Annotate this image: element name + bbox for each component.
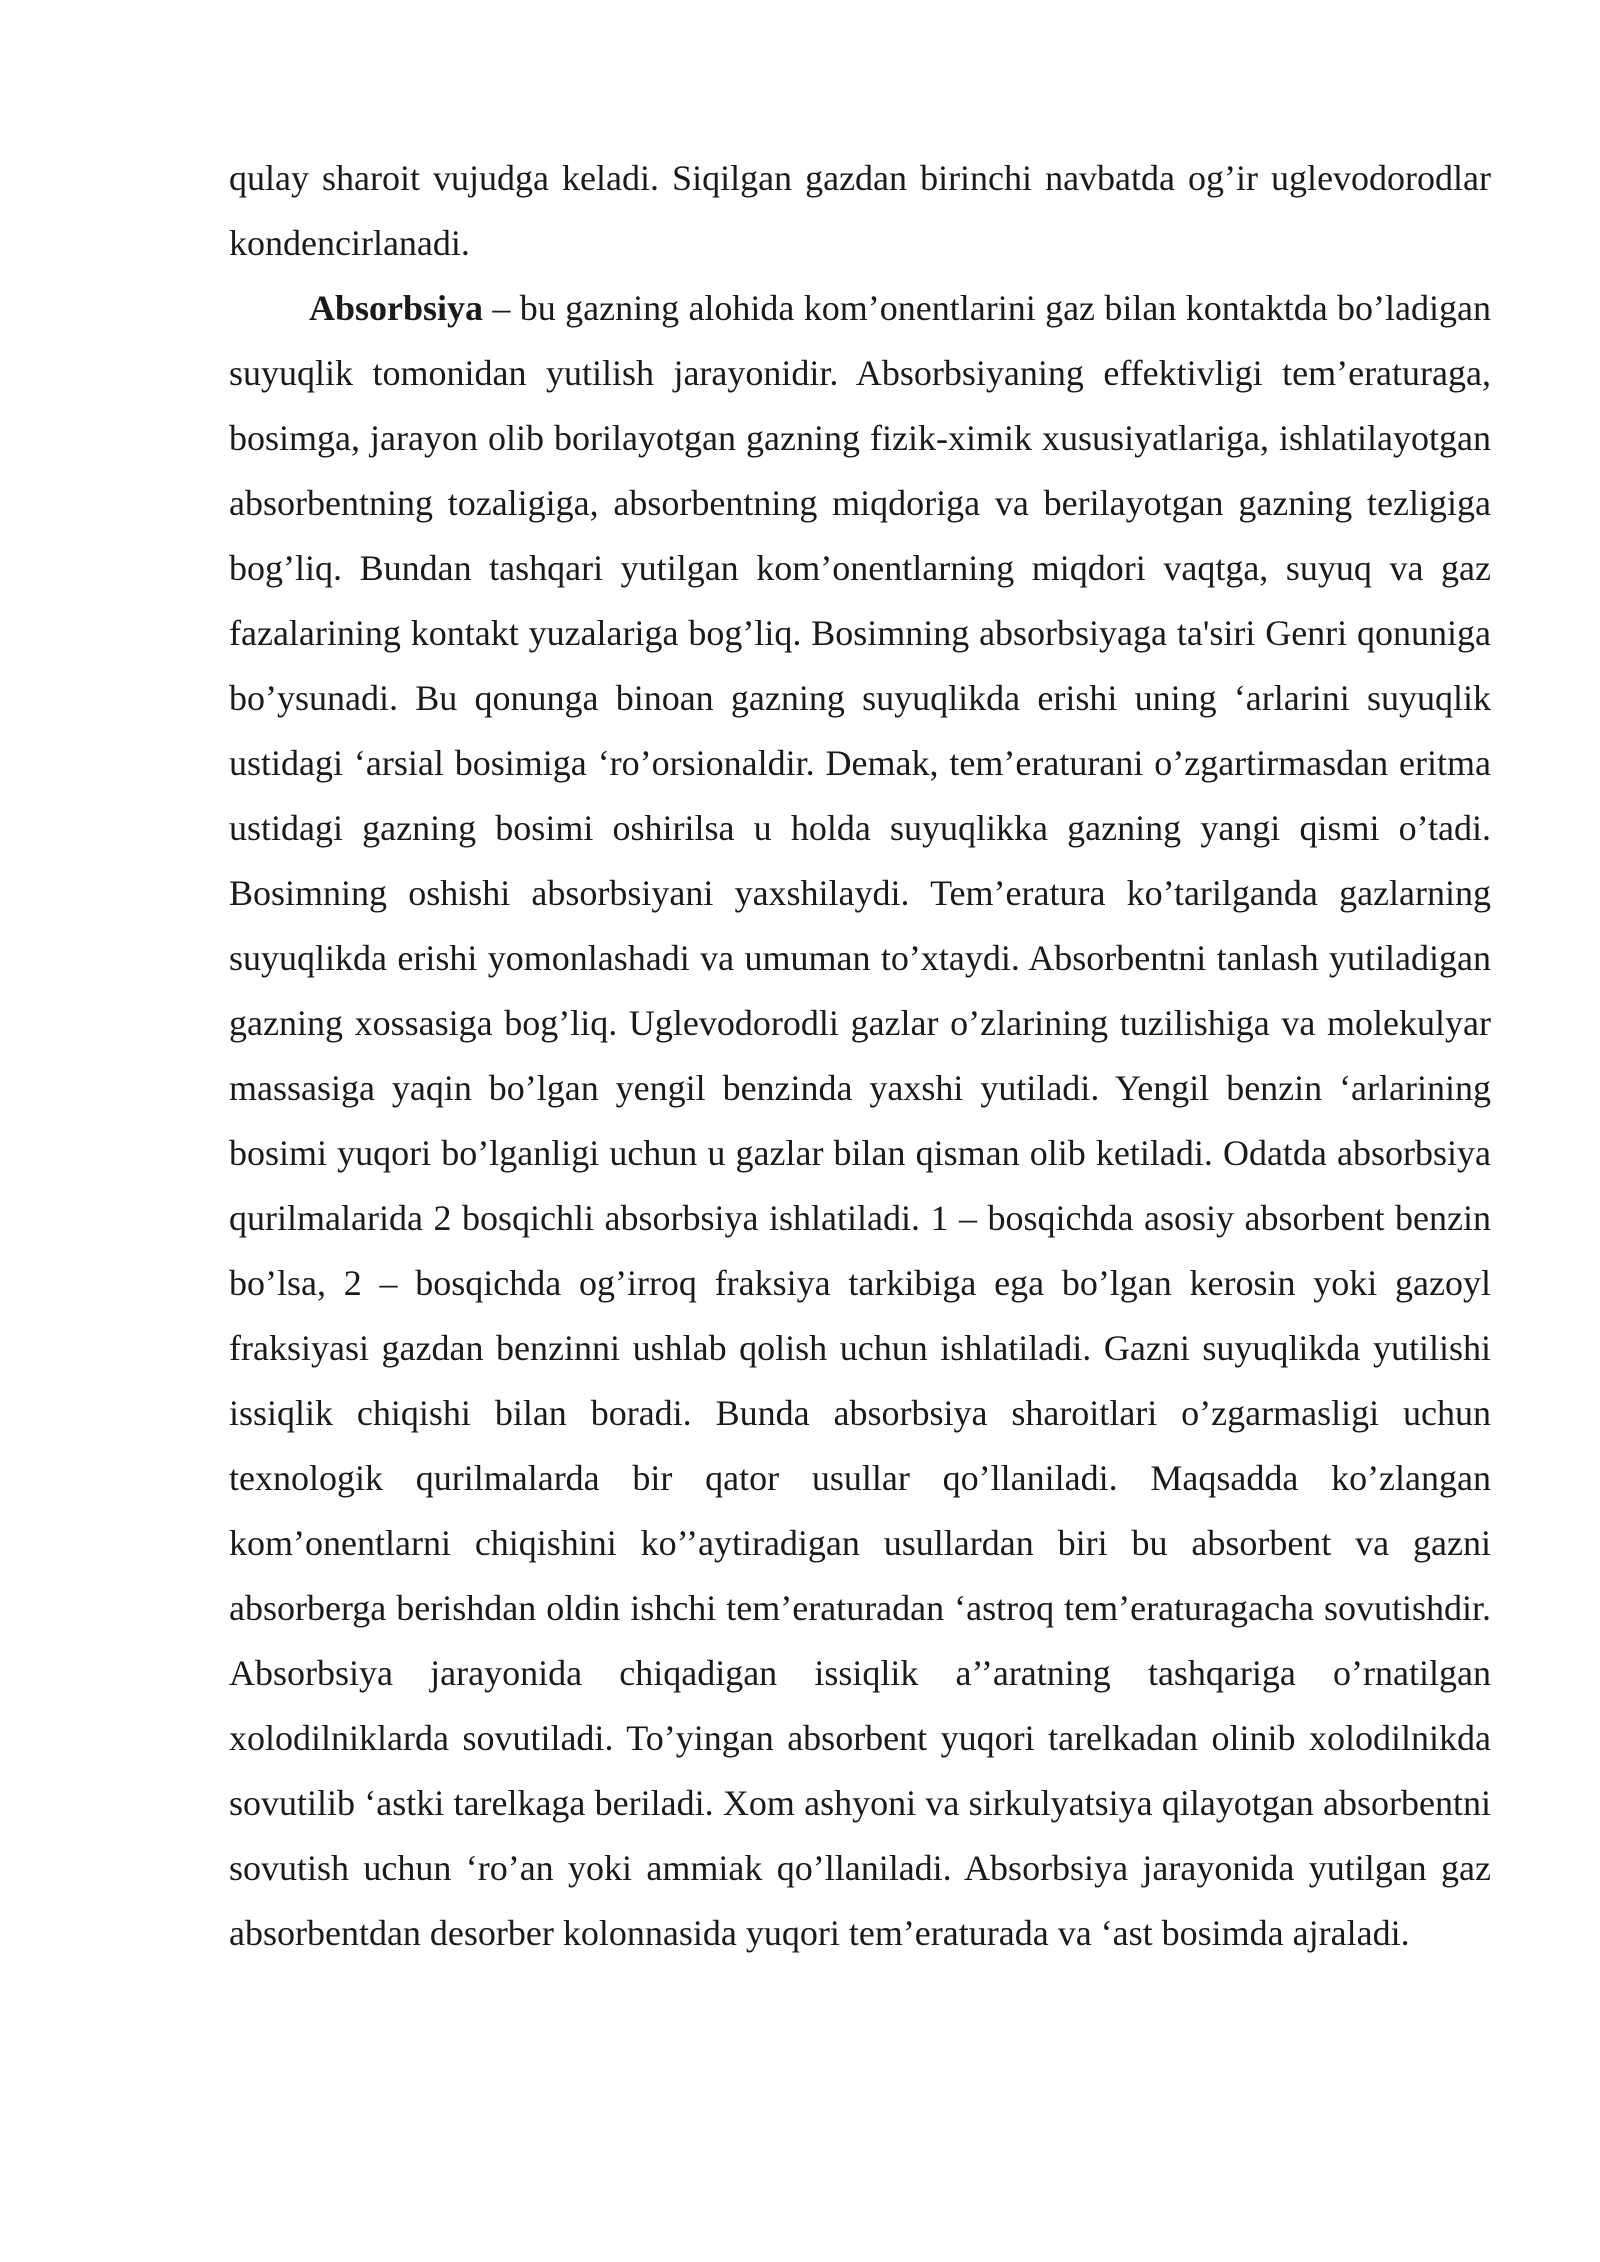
paragraph-continuation: qulay sharoit vujudga keladi. Siqilgan gazdan birinchi navbatda og’ir uglevodorodlar kondencirlanadi. <box>229 158 1491 263</box>
term-absorbsiya: Absorbsiya <box>309 288 484 328</box>
paragraph-absorbsiya <box>229 276 1491 1966</box>
document-page <box>229 146 1491 1966</box>
paragraph-absorbsiya-body: – bu gazning alohida kom’onentlarini gaz bilan kontaktda bo’ladigan suyuqlik tomonidan yutilish jarayonidir. Absorbsiyaning effektivligi tem’eraturaga, bosimga, jarayon olib borilayotgan gazning fizik-ximik xususiyatlariga, ishlatilayotgan absorbentning tozaligiga, absorbentning miqdoriga va berilayotgan gazning tezligiga bog’liq. Bundan tashqari yutilgan kom’onentlarning miqdori vaqtga, suyuq va gaz fazalarining kontakt yuzalariga bog’liq. Bosimning absorbsiyaga ta'siri Genri qonuniga bo’ysunadi. Bu qonunga binoan gazning suyuqlikda erishi uning ‘arlarini suyuqlik ustidagi ‘arsial bosimiga ‘ro’orsionaldir. Demak, tem’eraturani o’zgartirmasdan eritma ustidagi gazning bosimi oshirilsa u holda suyuqlikka gazning yangi qismi o’tadi. Bosimning oshishi absorbsiyani yaxshilaydi. Tem’eratura ko’tarilganda gazlarning suyuqlikda erishi yomonlashadi va umuman to’xtaydi. Absorbentni tanlash yutiladigan gazning xossasiga bog’liq. Uglevodorodli gazlar o’zlarining tuzilishiga va molekulyar massasiga yaqin bo’lgan yengil benzinda yaxshi yutiladi. Yengil benzin ‘arlarining bosimi yuqori bo’lganligi uchun u gazlar bilan qisman olib ketiladi. Odatda absorbsiya qurilmalarida 2 bosqichli absorbsiya ishlatiladi. 1 – bosqichda asosiy absorbent benzin bo’lsa, 2 – bosqichda og’irroq fraksiya tarkibiga ega bo’lgan kerosin yoki gazoyl fraksiyasi gazdan benzinni ushlab qolish uchun ishlatiladi. Gazni suyuqlikda yutilishi issiqlik chiqishi bilan boradi. Bunda absorbsiya sharoitlari o’zgarmasligi uchun texnologik qurilmalarda bir qator usullar qo’llaniladi. Maqsadda ko’zlangan kom’onentlarni chiqishini ko’’aytiradigan usullardan biri bu absorbent va gazni absorberga berishdan oldin ishchi tem’eraturadan ‘astroq tem’eraturagacha sovutishdir. Absorbsiya jarayonida chiqadigan issiqlik a’’aratning tashqariga o’rnatilgan xolodilniklarda sovutiladi. To’yingan absorbent yuqori tarelkadan olinib xolodilnikda sovutilib ‘astki tarelkaga beriladi. Xom ashyoni va sirkulyatsiya qilayotgan absorbentni sovutish uchun ‘ro’an yoki ammiak qo’llaniladi. Absorbsiya jarayonida yutilgan gaz absorbentdan desorber kolonnasida yuqori tem’eraturada va ‘ast bosimda ajraladi. <box>229 288 1491 1953</box>
